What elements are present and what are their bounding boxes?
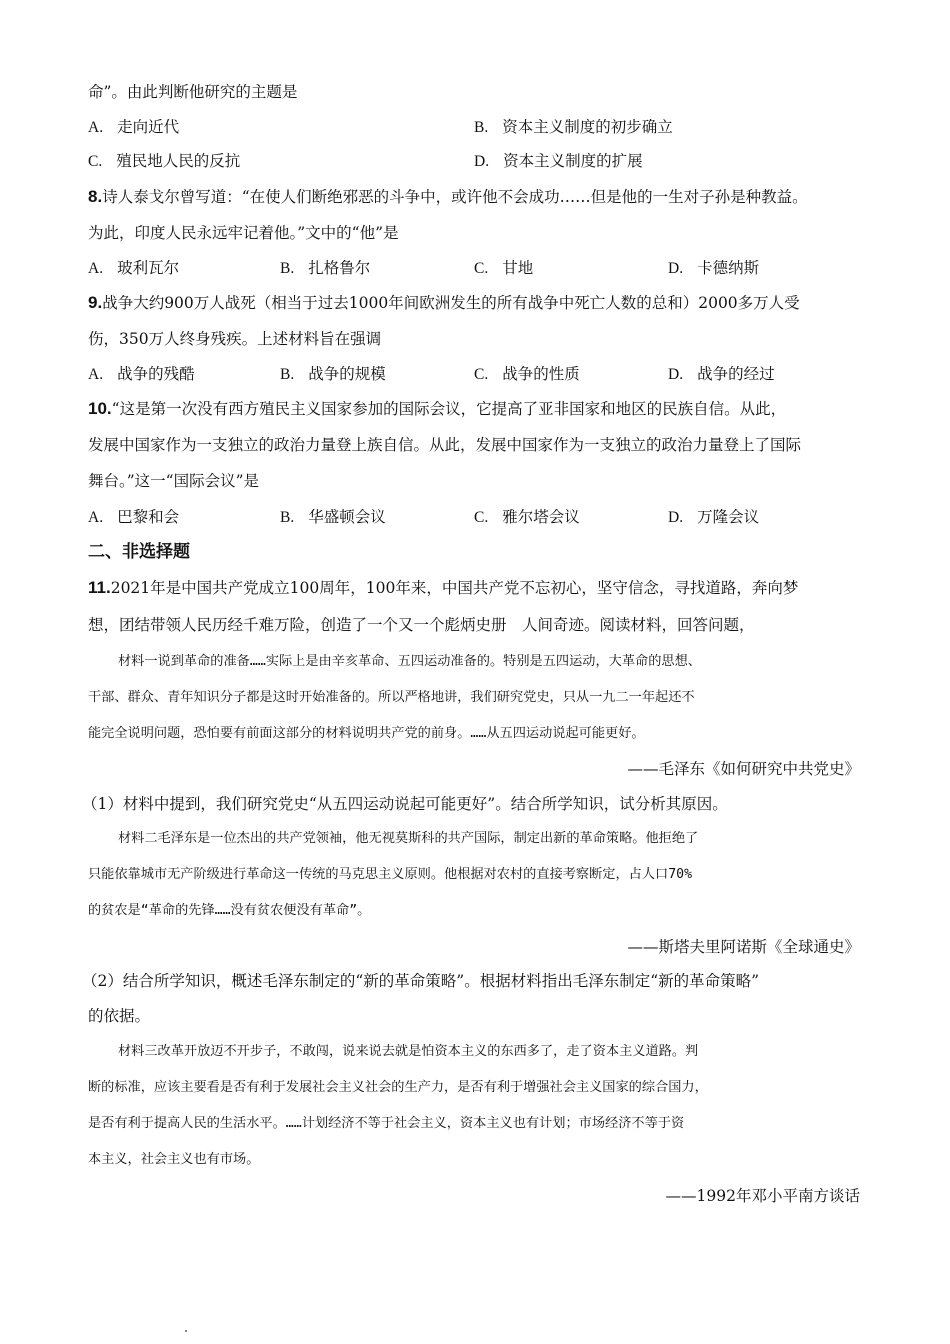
question-number: 11.: [88, 578, 111, 597]
q10-line-2: 发展中国家作为一支独立的政治力量登上族自信。从此，发展中国家作为一支独立的政治力量登上了国际: [88, 436, 802, 454]
material3-line-1: 材料三改革开放迈不开步子，不敢闯，说来说去就是怕资本主义的东西多了，走了资本主义道路。判: [118, 1044, 699, 1059]
option-letter: D.: [668, 260, 684, 277]
option-text: 战争的经过: [697, 365, 775, 383]
option-text: 资本主义制度的初步确立: [502, 118, 673, 136]
q9-option-d: [668, 364, 775, 385]
q10-option-d: [668, 507, 759, 528]
q8-option-a: [88, 258, 179, 279]
q9-option-b: [280, 364, 386, 385]
option-text: 战争的规模: [308, 365, 386, 383]
option-text: 巴黎和会: [117, 508, 180, 526]
q7-option-b: [474, 117, 673, 138]
option-letter: B.: [280, 260, 295, 277]
q11-intro-line-1: [88, 578, 798, 598]
q10-text: “这是第一次没有西方殖民主义国家参加的国际会议，它提高了亚非国家和地区的民族自信。从此，: [111, 400, 787, 418]
material1-line-3: 能完全说明问题，恐怕要有前面这部分的材料说明共产党的前身。……从五四运动说起可能更好。: [88, 726, 645, 741]
q9-line-2: 伤，350万人终身残疾。上述材料旨在强调: [88, 330, 382, 348]
option-text: 卡德纳斯: [697, 259, 760, 277]
material3-line-2: 断的标准，应该主要看是否有利于发展社会主义社会的生产力，是否有利于增强社会主义国家的综合国力，: [88, 1080, 708, 1095]
q8-text: 诗人泰戈尔曾写道：“在使人们断绝邪恶的斗争中，或许他不会成功……但是他的一生对子孙是种教益。: [102, 188, 808, 206]
option-text: 华盛顿会议: [308, 508, 386, 526]
q7-stem-tail: 命”。由此判断他研究的主题是: [88, 83, 298, 101]
material2-source: ——斯塔夫里阿诺斯《全球通史》: [627, 938, 860, 956]
material3-source: ——1992年邓小平南方谈话: [665, 1187, 860, 1205]
material1-source: ——毛泽东《如何研究中共党史》: [627, 760, 860, 778]
q7-option-a: [88, 117, 179, 138]
q8-option-c: [474, 258, 533, 279]
option-text: 万隆会议: [697, 508, 760, 526]
option-letter: A.: [88, 260, 104, 277]
q10-option-b: [280, 507, 386, 528]
question-number: 9.: [88, 293, 103, 312]
q8-option-d: [668, 258, 759, 279]
option-letter: C.: [88, 153, 103, 170]
q11-sub-question-2-line-1: （2）结合所学知识，概述毛泽东制定的“新的革命策略”。根据材料指出毛泽东制定“新的革命策略”: [82, 972, 760, 990]
option-letter: C.: [474, 366, 489, 383]
option-letter: D.: [668, 509, 684, 526]
material2-line-2: 只能依靠城市无产阶级进行革命这一传统的马克思主义原则。他根据对农村的直接考察断定，占人口70%: [88, 867, 693, 882]
q11-intro-line-2: 想，团结带领人民历经千难万险，创造了一个又一个彪炳史册 人间奇迹。阅读材料，回答问题，: [88, 616, 755, 634]
option-text: 殖民地人民的反抗: [116, 152, 241, 170]
option-letter: B.: [280, 366, 295, 383]
option-text: 甘地: [502, 259, 534, 277]
option-letter: D.: [668, 366, 684, 383]
option-text: 走向近代: [117, 118, 180, 136]
material1-line-1: 材料一说到革命的准备……实际上是由辛亥革命、五四运动准备的。特别是五四运动，大革命的思想、: [118, 654, 701, 669]
q7-option-d: [474, 151, 643, 172]
option-text: 玻利瓦尔: [117, 259, 180, 277]
option-text: 扎格鲁尔: [308, 259, 371, 277]
q11-intro-text: 2021年是中国共产党成立100周年，100年来，中国共产党不忘初心，坚守信念，寻找道路，奔向梦: [110, 579, 799, 597]
question-number: 8.: [88, 187, 103, 206]
section-heading: 二、非选择题: [88, 542, 190, 562]
q11-sub-question-1: （1）材料中提到，我们研究党史“从五四运动说起可能更好”。结合所学知识，试分析其原因。: [82, 795, 728, 813]
q11-sub-question-2-line-2: 的依据。: [88, 1007, 151, 1025]
option-letter: C.: [474, 260, 489, 277]
material3-line-3: 是否有利于提高人民的生活水平。……计划经济不等于社会主义，资本主义也有计划；市场经济不等于资: [88, 1116, 685, 1131]
q7-option-c: [88, 151, 240, 172]
option-letter: B.: [474, 119, 489, 136]
option-letter: C.: [474, 509, 489, 526]
q10-option-a: [88, 507, 179, 528]
material2-line-1: 材料二毛泽东是一位杰出的共产党领袖，他无视莫斯科的共产国际，制定出新的革命策略。他拒绝了: [118, 831, 699, 846]
q10-option-c: [474, 507, 580, 528]
q9-option-a: [88, 364, 195, 385]
option-letter: D.: [474, 153, 490, 170]
material3-line-4: 本主义，社会主义也有市场。: [88, 1152, 260, 1167]
q8-line-1: [88, 187, 808, 207]
q10-line-1: [88, 399, 786, 419]
q8-line-2: 为此，印度人民永远牢记着他。”文中的“他”是: [88, 224, 399, 242]
q9-line-1: [88, 293, 800, 313]
option-letter: A.: [88, 119, 104, 136]
material2-line-3: 的贫农是“革命的先锋……没有贫农便没有革命”。: [88, 903, 371, 918]
q10-line-3: 舞台。”这一“国际会议”是: [88, 472, 260, 490]
q9-text: 战争大约900万人战死（相当于过去1000年间欧洲发生的所有战争中死亡人数的总和）2000多万人受: [102, 294, 800, 312]
material1-line-2: 干部、群众、青年知识分子都是这时开始准备的。所以严格地讲，我们研究党史，只从一九二一年起还不: [88, 690, 695, 705]
q8-option-b: [280, 258, 370, 279]
option-letter: A.: [88, 509, 104, 526]
option-letter: B.: [280, 509, 295, 526]
option-text: 战争的性质: [502, 365, 580, 383]
option-letter: A.: [88, 366, 104, 383]
option-text: 雅尔塔会议: [502, 508, 580, 526]
option-text: 战争的残酷: [117, 365, 195, 383]
option-text: 资本主义制度的扩展: [503, 152, 643, 170]
footer-dot: [185, 1330, 187, 1332]
q9-option-c: [474, 364, 580, 385]
question-number: 10.: [88, 399, 112, 418]
